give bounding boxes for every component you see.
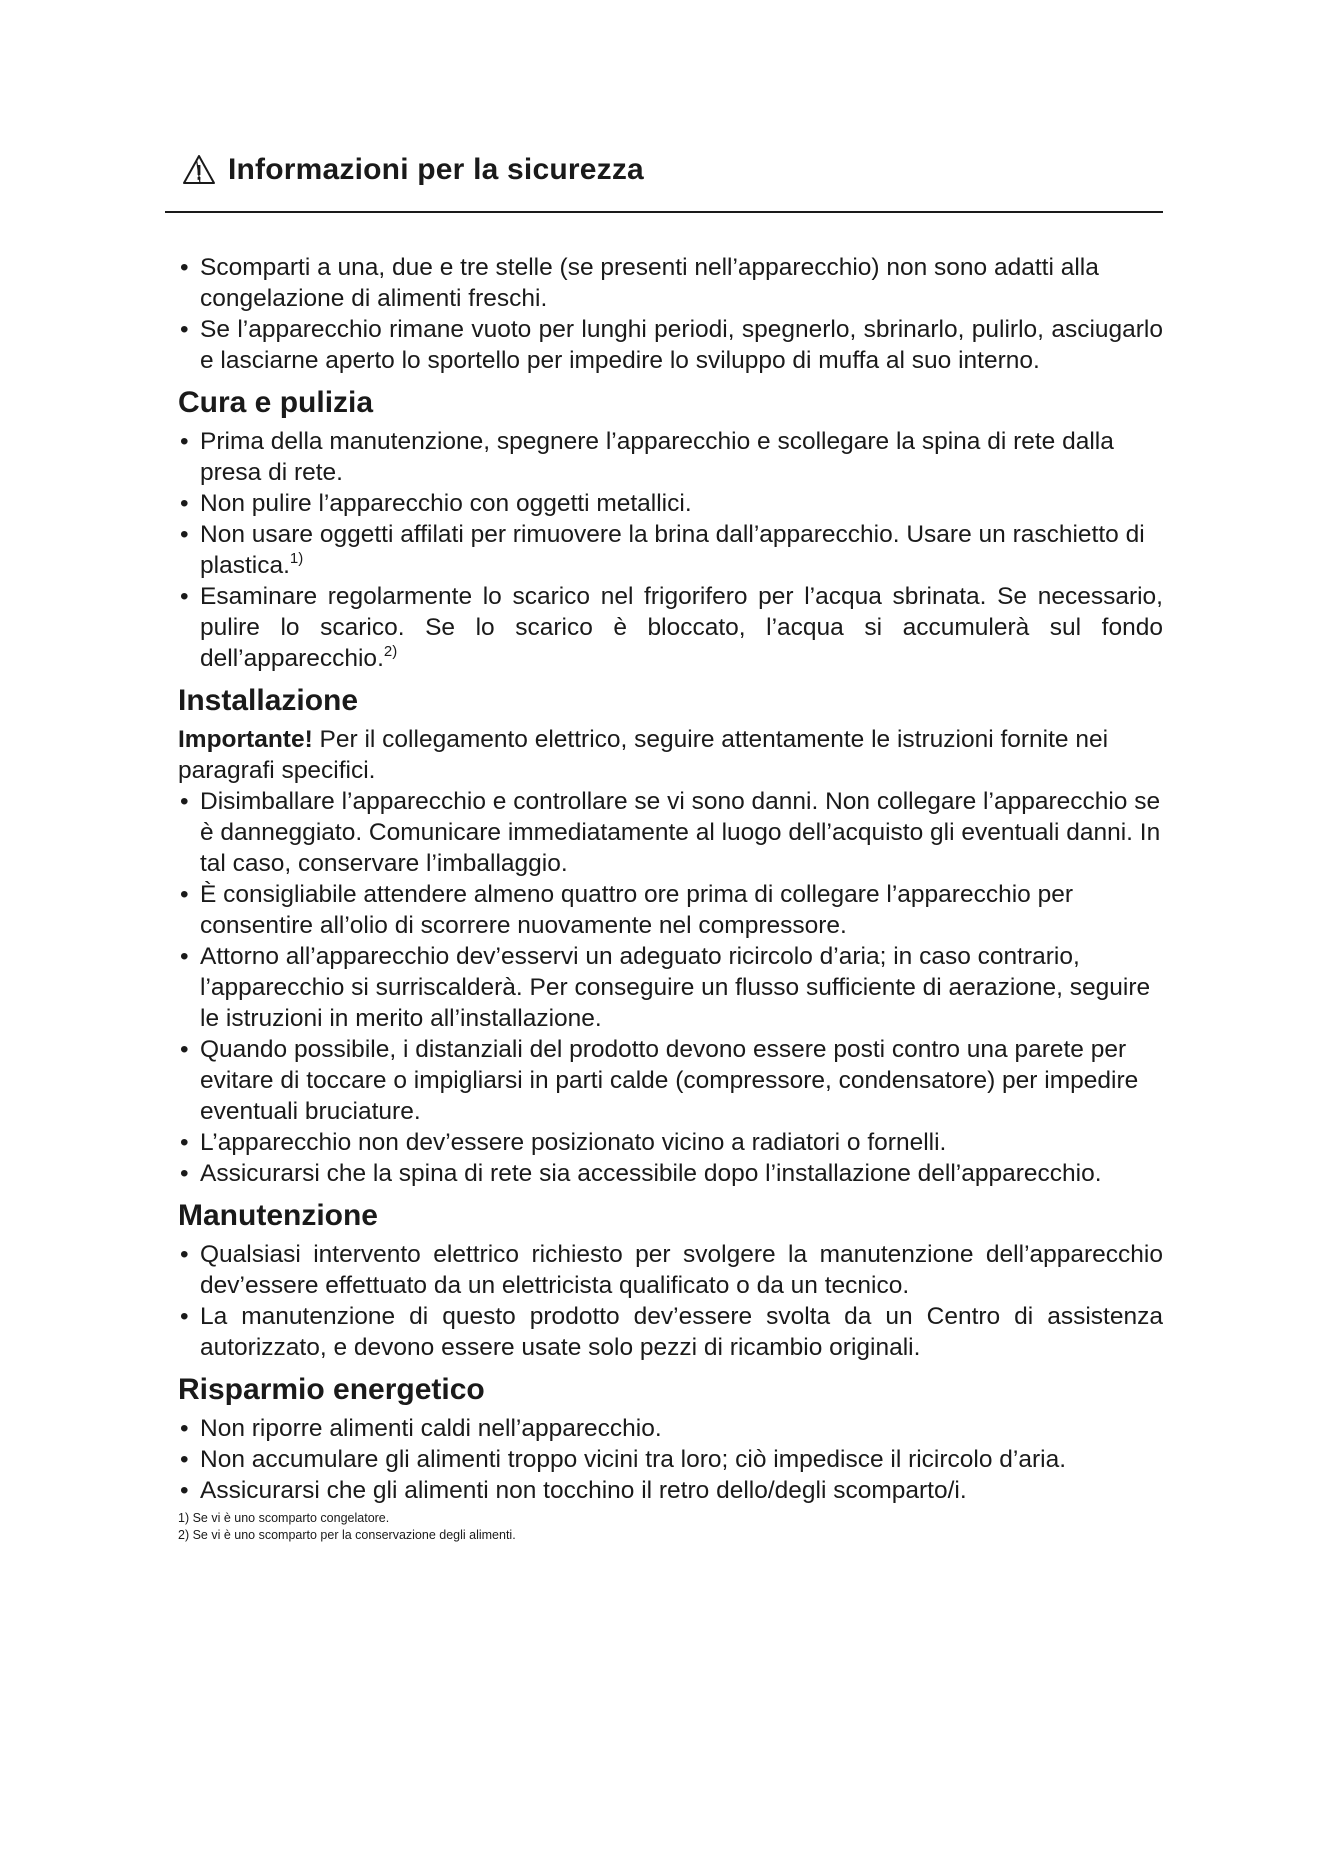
warning-triangle-icon xyxy=(182,154,216,186)
list-item: • L’apparecchio non dev’essere posizionato vicino a radiatori o fornelli. xyxy=(178,1127,1163,1158)
list-item: • Assicurarsi che la spina di rete sia accessibile dopo l’installazione dell’apparecchio. xyxy=(178,1158,1163,1189)
list-item: • Se l’apparecchio rimane vuoto per lunghi periodi, spegnerlo, sbrinarlo, pulirlo, asciugarlo e lasciarne aperto lo sportello per impedire lo sviluppo di muffa al suo interno. xyxy=(178,314,1163,376)
risparmio-list xyxy=(178,1413,1163,1506)
list-item: • È consigliabile attendere almeno quattro ore prima di collegare l’apparecchio per consentire all’olio di scorrere nuovamente nel compressore. xyxy=(178,879,1163,941)
installazione-list xyxy=(178,786,1163,1189)
list-item: • Qualsiasi intervento elettrico richiesto per svolgere la manutenzione dell’apparecchio dev’essere effettuato da un elettricista qualificato o da un tecnico. xyxy=(178,1239,1163,1301)
section-header xyxy=(182,150,1163,190)
footnote-ref: 2) xyxy=(383,643,398,660)
intro-list xyxy=(178,252,1163,376)
header-divider xyxy=(165,211,1163,213)
list-item: • Non accumulare gli alimenti troppo vicini tra loro; ciò impedisce il ricircolo d’aria. xyxy=(178,1444,1163,1475)
page-title: Informazioni per la sicurezza xyxy=(228,153,644,186)
list-item-text: Esaminare regolarmente lo scarico nel frigorifero per l’acqua sbrinata. Se necessario, pulire lo scarico. Se lo scarico è bloccato, l’acqua si accumulerà sul fondo dell’apparecchio. xyxy=(200,583,1163,672)
section-heading-manutenzione: Manutenzione xyxy=(178,1199,378,1232)
important-text: Per il collegamento elettrico, seguire attentamente le istruzioni fornite nei paragrafi specifici. xyxy=(178,726,1109,784)
footnote: 2) Se vi è uno scomparto per la conservazione degli alimenti. xyxy=(178,1528,516,1542)
important-label: Importante! xyxy=(178,726,313,753)
section-heading-cura: Cura e pulizia xyxy=(178,386,374,419)
list-item: • Assicurarsi che gli alimenti non tocchino il retro dello/degli scomparto/i. xyxy=(178,1475,1163,1506)
list-item: • Disimballare l’apparecchio e controllare se vi sono danni. Non collegare l’apparecchio se è danneggiato. Comunicare immediatamente al luogo dell’acquisto gli eventuali danni. In tal caso, conservare l’imballaggio. xyxy=(178,786,1163,879)
list-item: • Non pulire l’apparecchio con oggetti metallici. xyxy=(178,488,1163,519)
manutenzione-list xyxy=(178,1239,1163,1363)
list-item xyxy=(178,581,1163,674)
page-header-area xyxy=(178,150,1163,190)
cura-list xyxy=(178,426,1163,674)
list-item: • Scomparti a una, due e tre stelle (se presenti nell’apparecchio) non sono adatti alla congelazione di alimenti freschi. xyxy=(178,252,1163,314)
footnote: 1) Se vi è uno scomparto congelatore. xyxy=(178,1511,390,1525)
page-content xyxy=(178,252,1163,1544)
list-item xyxy=(178,519,1163,581)
list-item: • Quando possibile, i distanziali del prodotto devono essere posti contro una parete per evitare di toccare o impigliarsi in parti calde (compressore, condensatore) per impedire eventuali bruciature. xyxy=(178,1034,1163,1127)
footnote-ref: 1) xyxy=(289,550,304,567)
list-item-text: Non usare oggetti affilati per rimuovere la brina dall’apparecchio. Usare un raschietto di plastica. xyxy=(200,521,1145,579)
list-item: • Prima della manutenzione, spegnere l’apparecchio e scollegare la spina di rete dalla presa di rete. xyxy=(178,426,1163,488)
section-heading-installazione: Installazione xyxy=(178,684,359,717)
list-item: • Non riporre alimenti caldi nell’apparecchio. xyxy=(178,1413,1163,1444)
list-item: • La manutenzione di questo prodotto dev’essere svolta da un Centro di assistenza autorizzato, e devono essere usate solo pezzi di ricambio originali. xyxy=(178,1301,1163,1363)
important-note xyxy=(178,724,1163,786)
list-item: • Attorno all’apparecchio dev’esservi un adeguato ricircolo d’aria; in caso contrario, l’apparecchio si surriscalderà. Per conseguire un flusso sufficiente di aerazione, seguire le istruzioni in merito all’installazione. xyxy=(178,941,1163,1034)
footnotes xyxy=(178,1510,1163,1544)
section-heading-risparmio: Risparmio energetico xyxy=(178,1373,485,1406)
